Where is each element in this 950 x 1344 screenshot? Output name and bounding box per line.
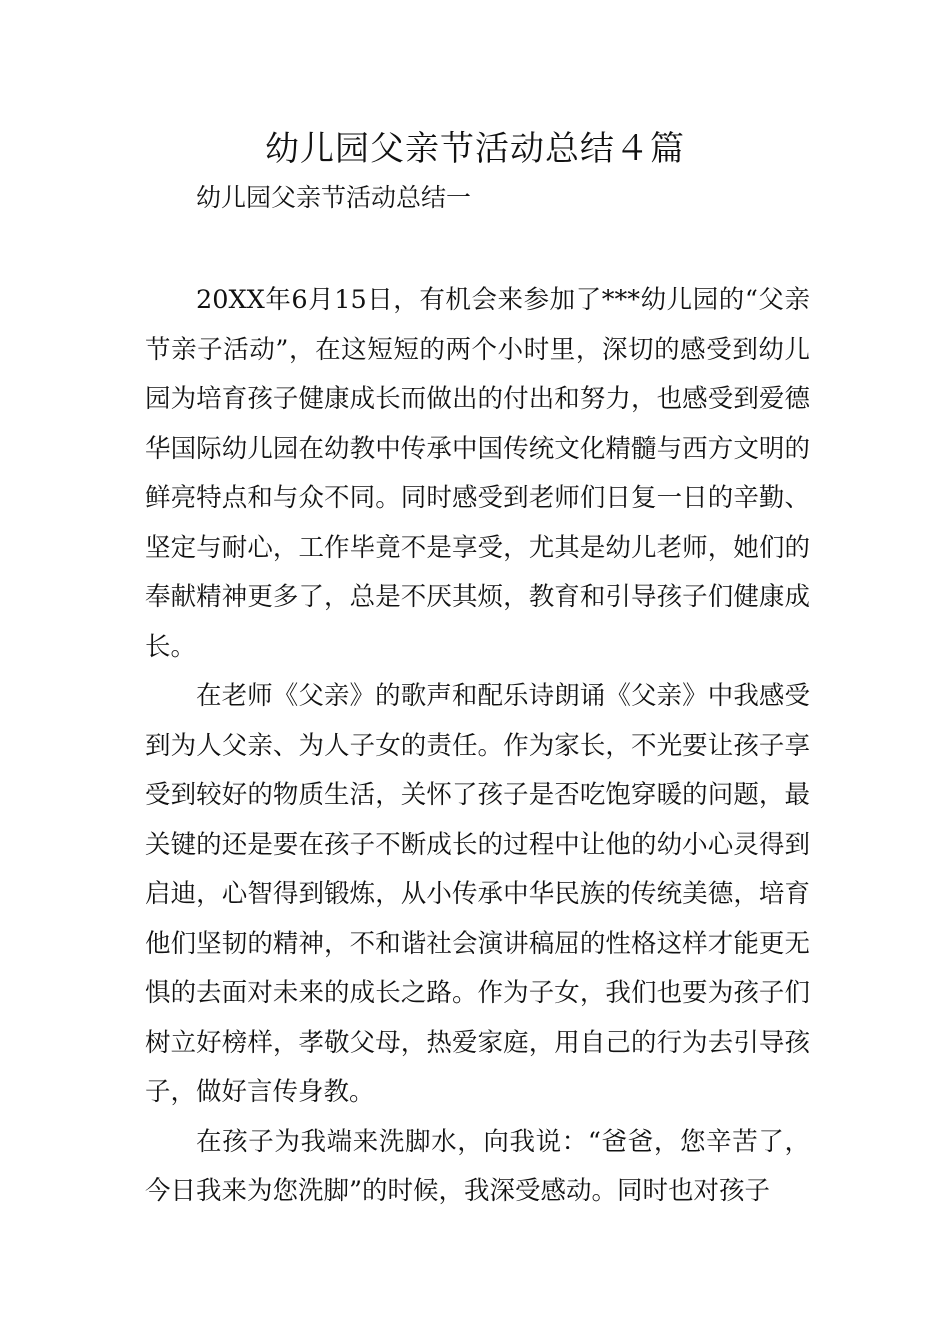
body-paragraph: 20XX年6月15日，有机会来参加了***幼儿园的“父亲节亲子活动”，在这短短的两个小时里，深切的感受到幼儿园为培育孩子健康成长而做出的付出和努力，也感受到爱德华国际幼儿园在幼教中传承中国传统文化精髓与西方文明的鲜亮特点和与众不同。同时感受到老师们日复一日的辛勤、坚定与耐心，工作毕竟不是享受，尤其是幼儿老师，她们的奉献精神更多了，总是不厌其烦，教育和引导孩子们健康成长。	[145, 285, 810, 662]
document-subtitle: 幼儿园父亲节活动总结一	[196, 183, 472, 212]
body-paragraph: 在孩子为我端来洗脚水，向我说：“爸爸，您辛苦了，今日我来为您洗脚”的时候，我深受感动。同时也对孩子	[145, 1126, 810, 1206]
document-title: 幼儿园父亲节活动总结４篇	[265, 129, 685, 169]
body-paragraph: 在老师《父亲》的歌声和配乐诗朗诵《父亲》中我感受到为人父亲、为人子女的责任。作为家长，不光要让孩子享受到较好的物质生活，关怀了孩子是否吃饱穿暖的问题，最关键的还是要在孩子不断成长的过程中让他的幼小心灵得到启迪，心智得到锻炼，从小传承中华民族的传统美德，培育他们坚韧的精神，不和谐社会演讲稿屈的性格这样才能更无惧的去面对未来的成长之路。作为子女，我们也要为孩子们树立好榜样，孝敬父母，热爱家庭，用自己的行为去引导孩子，做好言传身教。	[145, 681, 810, 1107]
document-body	[145, 276, 810, 1217]
